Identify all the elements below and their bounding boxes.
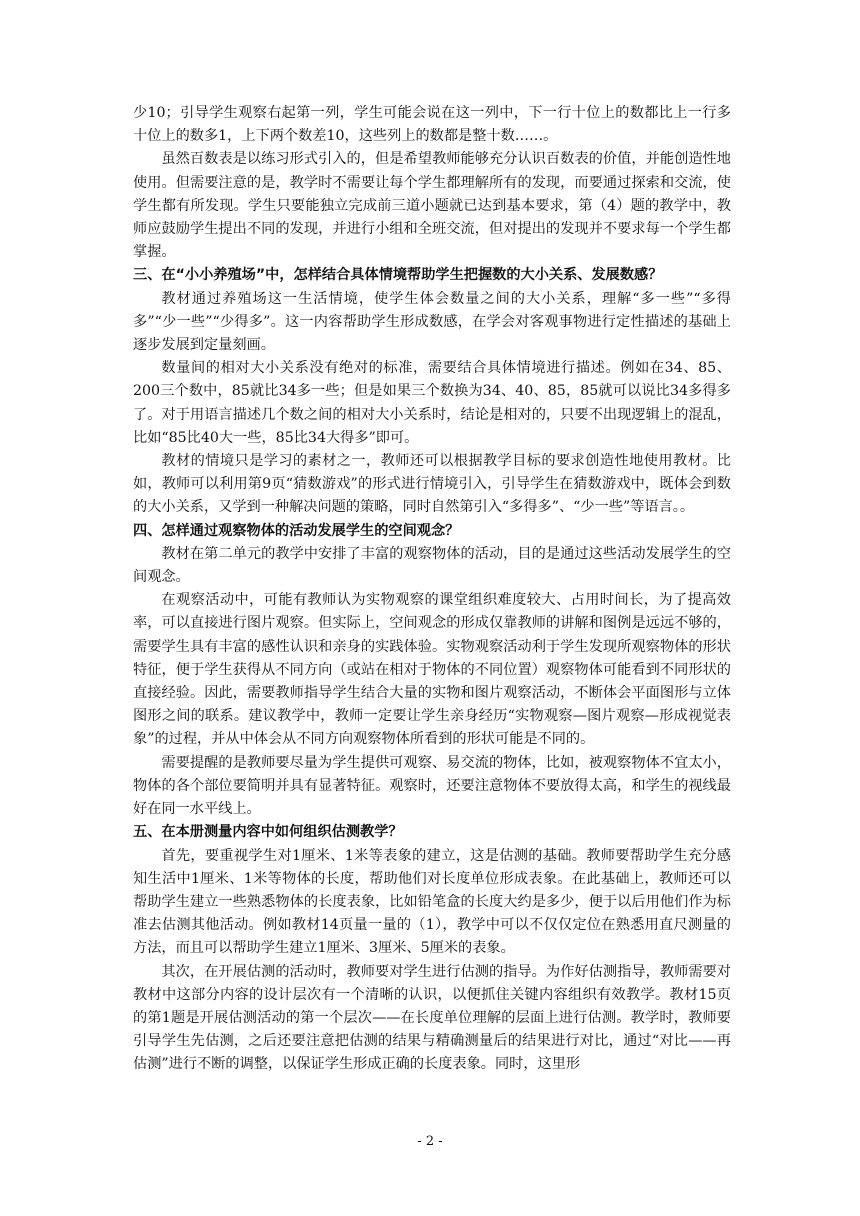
paragraph: 教材通过养殖场这一生活情境，使学生体会数量之间的大小关系，理解“多一些”“多得多”“少一些”“少得多”。这一内容帮助学生形成数感，在学会对客观事物进行定性描述的基础上逐步发展到定量刻画。	[133, 290, 731, 354]
paragraph: 在观察活动中，可能有教师认为实物观察的课堂组织难度较大、占用时间长，为了提高效率，可以直接进行图片观察。但实际上，空间观念的形成仅靠教师的讲解和图例是远远不够的，需要学生具有丰富的感性认识和亲身的实践体验。实物观察活动利于学生发现所观察物体的形状特征，便于学生获得从不同方向（或站在相对于物体的不同位置）观察物体可能看到不同形状的直接经验。因此，需要教师指导学生结合大量的实物和图片观察活动，不断体会平面图形与立体图形之间的联系。建议教学中，教师一定要让学生亲身经历“实物观察—图片观察—形成视觉表象”的过程，并从中体会从不同方向观察物体所看到的形状可能是不同的。	[133, 592, 731, 748]
section-heading-5: 五、在本册测量内容中如何组织估测教学？	[133, 824, 403, 841]
paragraph: 其次，在开展估测的活动时，教师要对学生进行估测的指导。为作好估测指导，教师需要对教材中这部分内容的设计层次有一个清晰的认识，以便抓住关键内容组织有效教学。教材15页的第1题是开展估测活动的第一个层次——在长度单位理解的层面上进行估测。教学时，教师要引导学生先估测，之后还要注意把估测的结果与精确测量后的结果进行对比，通过“对比——再估测”进行不断的调整，以保证学生形成正确的长度表象。同时，这里形	[133, 963, 731, 1073]
paragraph: 虽然百数表是以练习形式引入的，但是希望教师能够充分认识百数表的价值，并能创造性地使用。但需要注意的是，教学时不需要让每个学生都理解所有的发现，而要通过探索和交流，使学生都有所发现。学生只要能独立完成前三道小题就已达到基本要求，第（4）题的教学中，教师应鼓励学生提出不同的发现，并进行小组和全班交流，但对提出的发现并不要求每一个学生都掌握。	[133, 151, 731, 261]
paragraph: 首先，要重视学生对1厘米、1米等表象的建立，这是估测的基础。教师要帮助学生充分感知生活中1厘米、1米等物体的长度，帮助他们对长度单位形成表象。在此基础上，教师还可以帮助学生建立一些熟悉物体的长度表象，比如铅笔盒的长度大约是多少，便于以后用他们作为标准去估测其他活动。例如教材14页量一量的（1），教学中可以不仅仅定位在熟悉用直尺测量的方法，而且可以帮助学生建立1厘米、3厘米、5厘米的表象。	[133, 847, 731, 957]
section-heading-3: 三、在“小小养殖场”中，怎样结合具体情境帮助学生把握数的大小关系、发展数感？	[133, 267, 663, 284]
document-body	[133, 102, 731, 1077]
paragraph: 少10；引导学生观察右起第一列，学生可能会说在这一列中，下一行十位上的数都比上一行多十位上的数多1，上下两个数差10，这些列上的数都是整十数……。	[133, 105, 731, 145]
paragraph: 教材的情境只是学习的素材之一，教师还可以根据教学目标的要求创造性地使用教材。比如，教师可以利用第9页“猜数游戏”的形式进行情境引入，引导学生在猜数游戏中，既体会到数的大小关系，又学到一种解决问题的策略，同时自然第引入“多得多”、“少一些”等语言。。	[133, 453, 731, 516]
paragraph: 数量间的相对大小关系没有绝对的标准，需要结合具体情境进行描述。例如在34、85、200三个数中，85就比34多一些；但是如果三个数换为34、40、85，85就可以说比34多得多了。对于用语言描述几个数之间的相对大小关系时，结论是相对的，只要不出现逻辑上的混乱，比如“85比40大一些，85比34大得多”即可。	[133, 360, 731, 446]
page-number: - 2 -	[417, 1134, 443, 1149]
paragraph: 需要提醒的是教师要尽量为学生提供可观察、易交流的物体，比如，被观察物体不宜太小，物体的各个部位要简明并具有显著特征。观察时，还要注意物体不要放得太高，和学生的视线最好在同一水平线上。	[133, 754, 731, 818]
section-heading-4: 四、怎样通过观察物体的活动发展学生的空间观念？	[133, 522, 460, 539]
paragraph: 教材在第二单元的教学中安排了丰富的观察物体的活动，目的是通过这些活动发展学生的空间观念。	[133, 545, 731, 586]
